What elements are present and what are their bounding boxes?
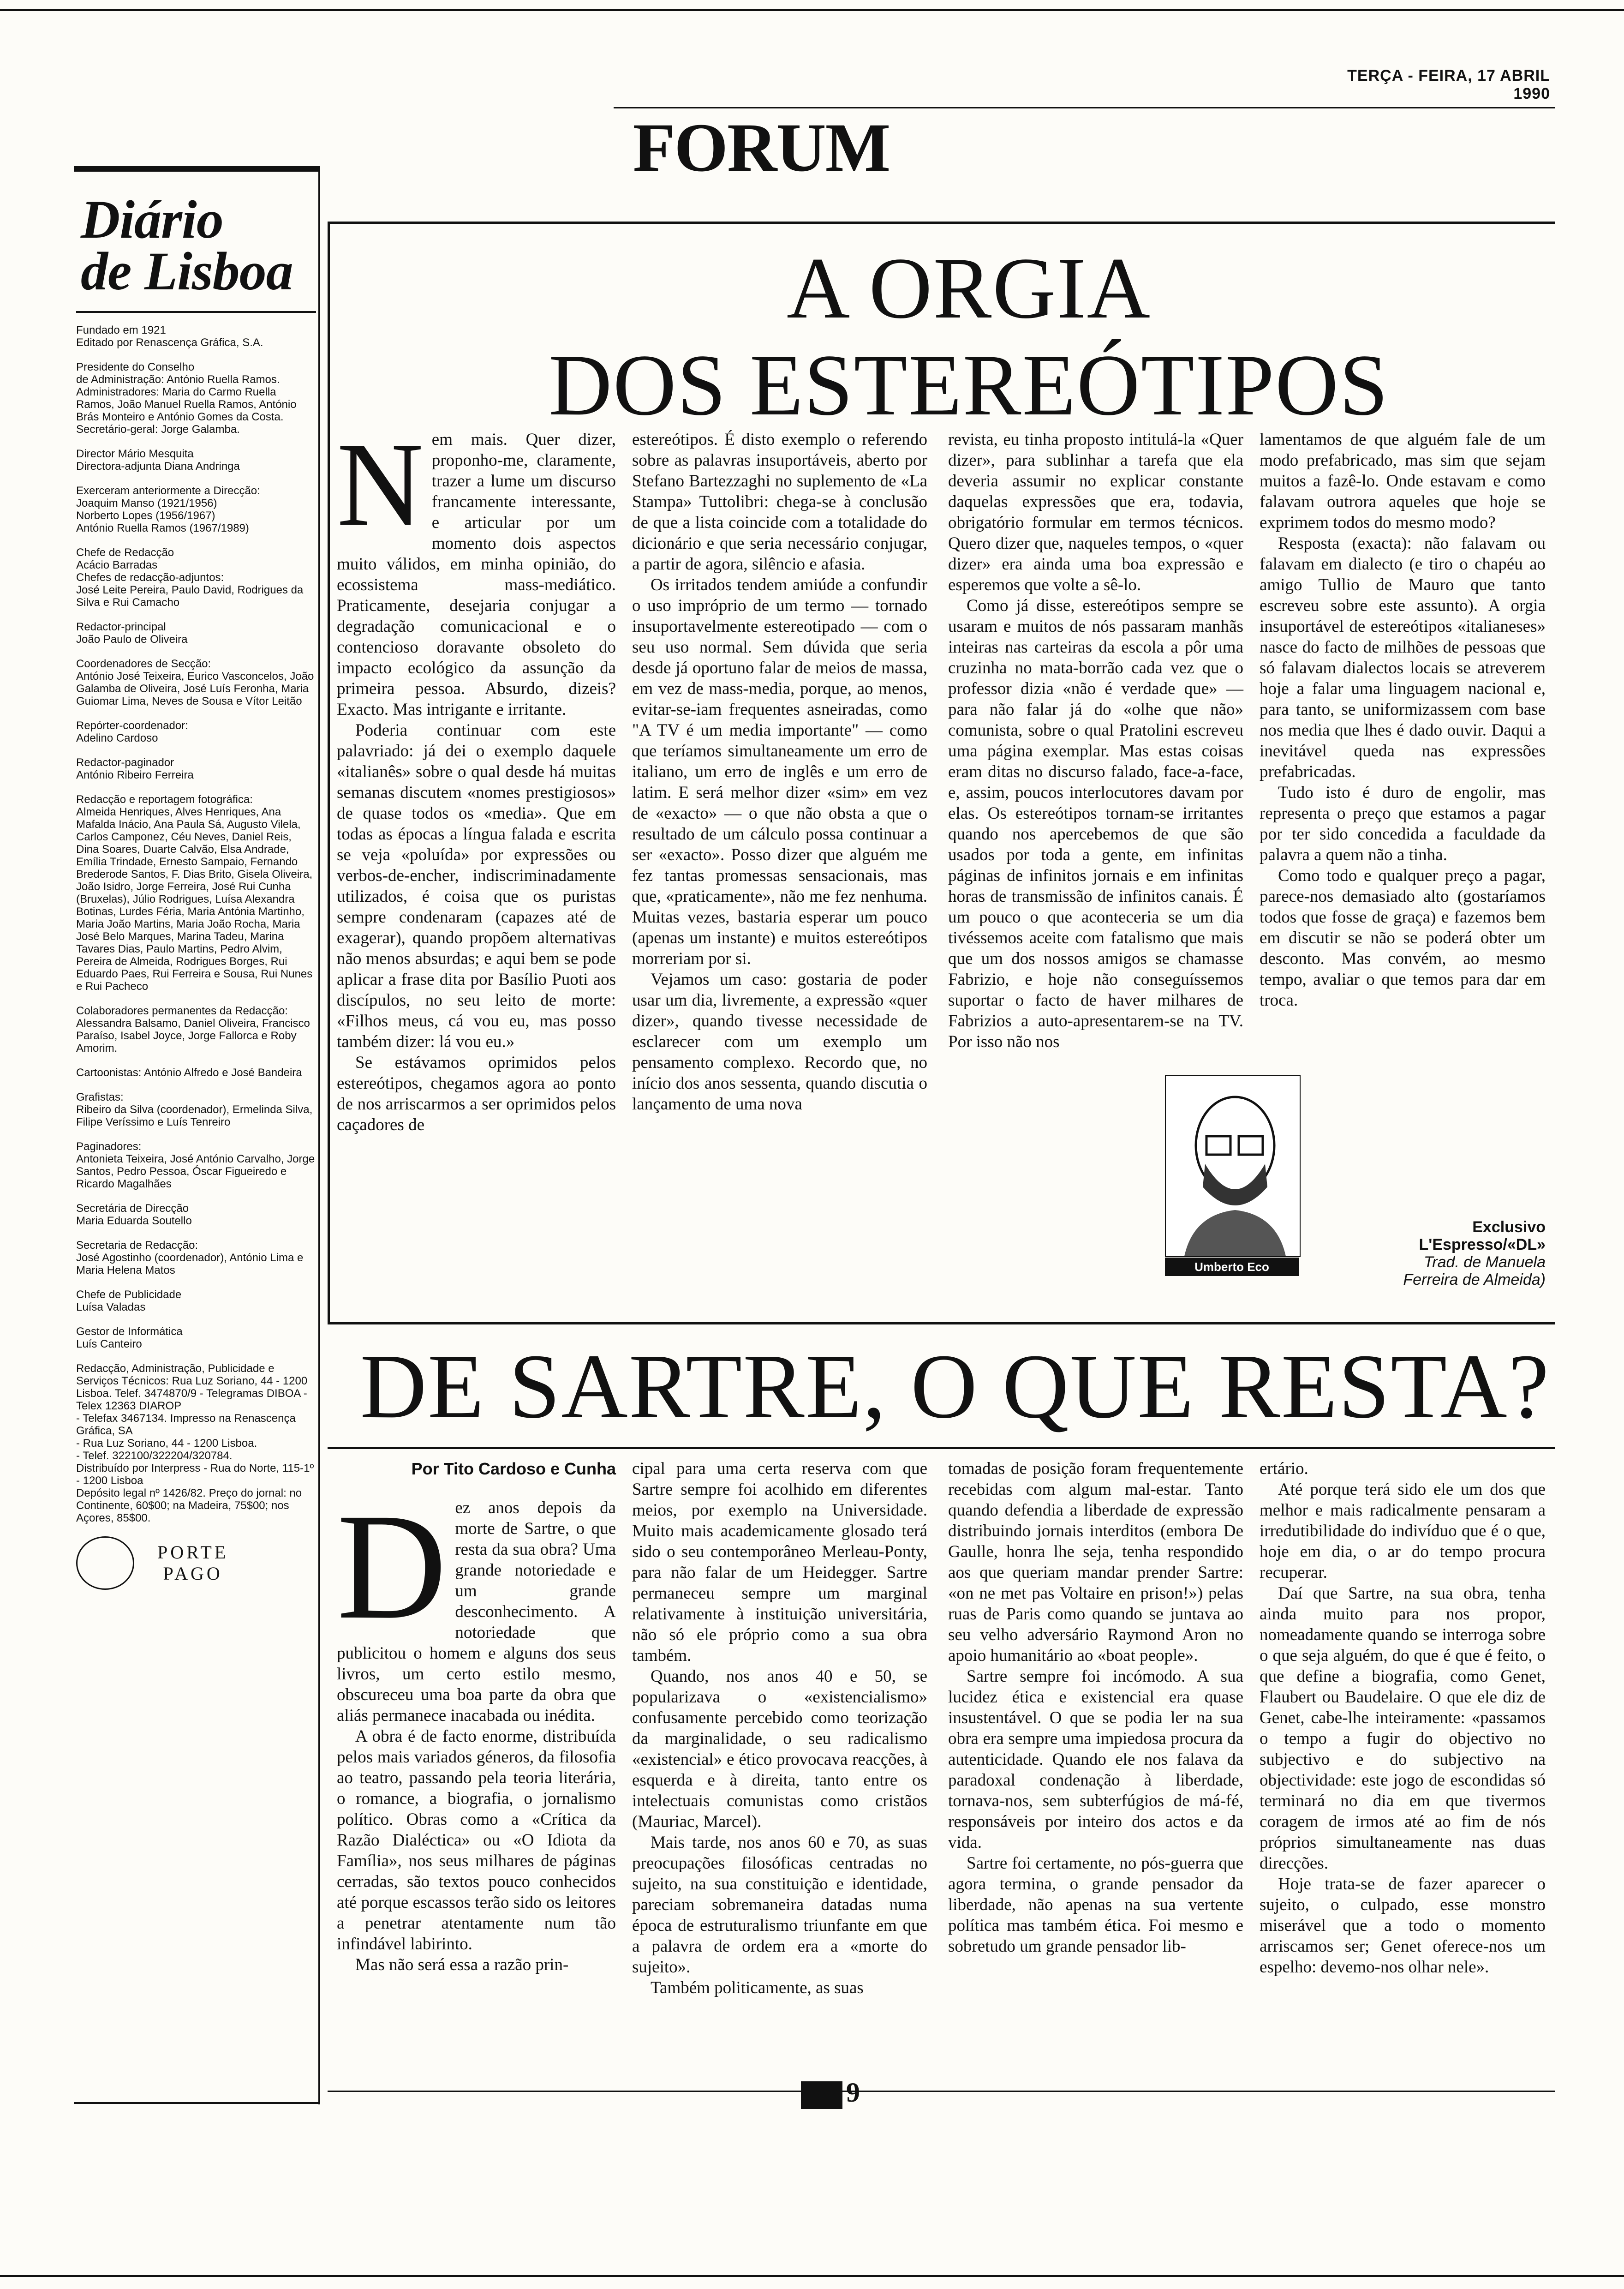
- credit-line4: Ferreira de Almeida): [1403, 1271, 1546, 1288]
- page-number-text: 9: [846, 2077, 860, 2108]
- paragraph: Também politicamente, as suas: [651, 1978, 864, 1997]
- coat-of-arms-icon: [76, 1536, 134, 1590]
- article1-headline: [461, 240, 1476, 434]
- staff-block: Redacção, Administração, Publicidade e Serviços Técnicos: Rua Luz Soriano, 44 - 1200 Lisboa. Telef. 3474870/9 - Telegramas DIBOA - Telex 12363 DIAROP - Telefax 3467134. Impresso na Renascença Gráfica, SA - Rua Luz Soriano, 44 - 1200 Lisboa. - Telef. 322100/322204/320784. Distribuído por Interpress - Rua do Norte, 115-1º - 1200 Lisboa Depósito legal nº 1426/82. Preço do jornal: no Continente, 60$00; na Madeira, 75$00; nos Açores, 85$00.: [76, 1362, 314, 1524]
- paragraph: lamentamos de que alguém fale de um modo prefabricado, mas sim que sejam muitos a fazê-lo. Onde estavam e como falavam outrora aqueles que hoje se exprimem todos do mesmo modo?: [1260, 430, 1546, 532]
- paragraph: Daí que Sartre, na sua obra, tenha ainda muito para nos propor, nomeadamente quando se interroga sobre o que seja alguém, do que é que é feito, o que define a biografia, como Genet, Flaubert ou Baudelaire. O que ele diz de Genet, cabe-lhe inteiramente: «passamos o tempo a fugir do objectivo no subjectivo e do subjectivo na objectividade: este jogo de escondidas só terminará no dia em que tivermos coragem de irmos até ao fim de nós próprios simultaneamente nas duas direcções.: [1260, 1584, 1546, 1873]
- paragraph: Tudo isto é duro de engolir, mas representa o preço que estamos a pagar por ter sido concedida a faculdade da palavra a quem não a tinha.: [1260, 783, 1546, 864]
- article2-col2: [632, 1458, 927, 1998]
- paragraph: Até porque terá sido ele um dos que melhor e mais radicalmente pensaram a irredutibilidade do indivíduo que é o que, hoje em dia, o ar do tempo procura recuperar.: [1260, 1480, 1546, 1582]
- portrait-icon: [1166, 1076, 1300, 1256]
- paragraph: Quando, nos anos 40 e 50, se popularizava o «existencialismo» confusamente percebido como teorização da marginalidade, o seu radicalismo «existencial» e ético provocava reacções, à esquerda e à direita, tanto entre os intelectuais comunistas como cristãos (Mauriac, Marcel).: [632, 1667, 927, 1831]
- article1-bottom-rule: [328, 1322, 1555, 1324]
- staff-block: Chefe de Publicidade Luísa Valadas: [76, 1288, 182, 1313]
- staff-block: Cartoonistas: António Alfredo e José Bandeira: [76, 1067, 302, 1079]
- staff-block: Repórter-coordenador: Adelino Cardoso: [76, 719, 188, 744]
- article1-col3: [948, 429, 1243, 1052]
- credit-line3: Trad. de Manuela: [1424, 1253, 1546, 1271]
- paragraph: Sartre foi certamente, no pós-guerra que agora termina, o grande pensador da liberdade, não apenas na sua vertente política mas também ética. Foi mesmo e sobretudo um grande pensador lib-: [948, 1854, 1243, 1956]
- article2-col1: [337, 1458, 616, 1975]
- bottom-border: [0, 2275, 1624, 2277]
- paragraph: Como todo e qualquer preço a pagar, parece-nos demasiado alto (gostaríamos todos que fosse de graça) e fazemos bem em discutir se não se poderá obter um desconto. Mas convém, ao mesmo tempo, avaliar o que temos para dar em troca.: [1260, 866, 1546, 1010]
- paragraph: A obra é de facto enorme, distribuída pelos mais variados géneros, da filosofia ao teatro, passando pela teoria literária, o romance, a biografia, o jornalismo político. Obras como a «Crítica da Razão Dialéctica» ou «O Idiota da Família», nos seus milhares de páginas cerradas, são textos pouco conhecidos até porque escassos terão sido os leitores a penetrar atentamente num tão infindável labirinto.: [337, 1727, 616, 1953]
- article1-credit: [1306, 1218, 1546, 1288]
- article1-col4: [1260, 429, 1546, 1011]
- staff-block: Director Mário Mesquita Directora-adjunta Diana Andringa: [76, 448, 240, 473]
- sidebar-divider: [318, 166, 320, 2104]
- stamp-line2: PAGO: [163, 1563, 223, 1584]
- staff-block: Chefe de Redacção Acácio Barradas Chefes de redacção-adjuntos: José Leite Pereira, Paulo David, Rodrigues da Silva e Rui Camacho: [76, 546, 304, 609]
- article2-top-rule: [328, 1447, 1555, 1449]
- paragraph: Se estávamos oprimidos pelos estereótipos, chegamos agora ao ponto de nos arriscarmos a ser oprimidos pelos caçadores de: [337, 1053, 616, 1134]
- staff-block: Secretaria de Redacção: José Agostinho (coordenador), António Lima e Maria Helena Matos: [76, 1239, 304, 1276]
- paragraph: Poderia continuar com este palavriado: já dei o exemplo daquele «italianês» sobre o qual desde há muitas semanas discutem «nomes prestigiosos» de quase todos os «media». Que em todas as épocas a língua falada e escrita se veja «poluída» por expressões ou verbos-de-encher, indiscriminadamente utilizados, é coisa que os puristas sempre condenaram (capazes até de exagerar), quando propõem alternativas não menos absurdas; e aqui bem se pode aplicar a frase dita por Basílio Puoti aos discípulos, no seu leito de morte: «Filhos meus, cá vou eu, mas posso também dizer: lá vou eu.»: [337, 721, 616, 1051]
- paragraph: tomadas de posição foram frequentemente recebidas com algum mal-estar. Tanto quando defendia a liberdade de expressão distribuindo jornais interditos (embora De Gaulle, honra lhe seja, tenha respondido aos que queriam mandar prender Sartre: «on ne met pas Voltaire en prison!») pelas ruas de Paris como quando se juntava ao seu velho adversário Raymond Aron no apoio humanitário ao «boat people».: [948, 1459, 1243, 1665]
- paragraph: Sartre sempre foi incómodo. A sua lucidez ética e existencial era quase insustentável. O que se podia ler na sua obra era sempre uma impiedosa procura da autenticidade. Quando ele nos falava da paradoxal condenação à liberdade, tornava-nos, sem subterfúgios de má-fé, responsáveis por inteiro dos actos e da vida.: [948, 1667, 1243, 1852]
- paragraph: ertário.: [1260, 1459, 1308, 1478]
- paragraph: Os irritados tendem amiúde a confundir o uso impróprio de um termo — tornado insuportavelmente estereotipado — com o seu uso normal. Sem dúvida que seria desde já oportuno falar de meios de massa, em vez de mass-media, porque, ao menos, evitar-se-iam frequentes asneiradas, como "A TV é um media importante" — como que teríamos simultaneamente um erro de italiano, um erro de inglês e um erro de latim. E será melhor dizer «sim» em vez de «exacto» — o que não obsta a que o resultado de um cálculo possa continuar a ser «exacto». Posso dizer que alguém me fez tantas promessas sensacionais, mas que, «praticamente», não me fez nenhuma. Muitas vezes, bastaria esperar um pouco (apenas um instante) e muitos estereótipos morreriam por si.: [632, 575, 927, 968]
- footer-rule: [328, 2091, 1555, 2092]
- porte-pago: [157, 1542, 228, 1584]
- paragraph: Resposta (exacta): não falavam ou falavam em dialecto (e tiro o chapéu ao amigo Tullio de Mauro que tanto escreveu sobre este assunto). A orgia insuportável de estereótipos «italianeses» nasce do facto de milhões de pessoas que só falavam dialectos locais se atreverem hoje a falar uma linguagem nacional e, para tanto, se uniformizassem com base nos media que lhes é dado ouvir. Daqui a inevitável queda nas expressões prefabricadas.: [1260, 534, 1546, 781]
- masthead-line2: de Lisboa: [81, 241, 293, 301]
- sidebar-bottom-rule: [74, 2102, 320, 2104]
- paragraph: Mas não será essa a razão prin-: [355, 1955, 569, 1974]
- staff-block: Redactor-paginador António Ribeiro Ferreira: [76, 756, 194, 781]
- staff-block: Fundado em 1921 Editado por Renascença Gráfica, S.A.: [76, 324, 263, 349]
- drop-cap: N: [337, 418, 424, 551]
- dl-logo-icon: [801, 2081, 842, 2109]
- paragraph: Hoje trata-se de fazer aparecer o sujeito, o culpado, esse monstro miserável que a todo o momento arriscamos ser; Genet oferece-nos um espelho: devemo-nos olhar nele».: [1260, 1875, 1546, 1977]
- paragraph: ez anos depois da morte de Sartre, o que resta da sua obra? Uma grande notoriedade e um grande desconhecimento. A notoriedade que publicitou o homem e alguns dos seus livros, um certo estilo mesmo, obscureceu uma boa parte da obra que aliás permanece inacabada ou inédita.: [337, 1498, 616, 1725]
- article1-col2: [632, 429, 927, 1115]
- staff-block: Exerceram anteriormente a Direcção: Joaquim Manso (1921/1956) Norberto Lopes (1956/1967) António Ruella Ramos (1967/1989): [76, 485, 260, 534]
- paragraph: Mais tarde, nos anos 60 e 70, as suas preocupações filosóficas centradas no sujeito, na sua constituição e identidade, pareciam sobremaneira datadas numa época de estruturalismo triunfante em que a palavra de ordem era a «morte do sujeito».: [632, 1833, 927, 1977]
- section-title: FORUM: [633, 109, 890, 186]
- stamp-line1: PORTE: [157, 1542, 229, 1563]
- paragraph: Vejamos um caso: gostaria de poder usar um dia, livremente, a expressão «quer dizer», quando tivesse necessidade de esclarecer com um exemplo um pensamento complexo. Recordo que, no início dos anos sessenta, quando discutia o lançamento de uma nova: [632, 970, 927, 1114]
- staff-block: Colaboradores permanentes da Redacção: Alessandra Balsamo, Daniel Oliveira, Francisco Paraíso, Isabel Joyce, Jorge Fallorca e Roby Amorim.: [76, 1005, 310, 1055]
- issue-date: TERÇA - FEIRA, 17 ABRIL 1990: [1347, 67, 1550, 102]
- page-number: [780, 2077, 881, 2109]
- article2-col4: [1260, 1458, 1546, 1977]
- masthead-line1: Diário: [81, 189, 223, 250]
- staff-block: Gestor de Informática Luís Canteiro: [76, 1325, 183, 1350]
- drop-cap: D: [337, 1482, 447, 1651]
- staff-block: Grafistas: Ribeiro da Silva (coordenador), Ermelinda Silva, Filipe Veríssimo e Luís Tenreiro: [76, 1091, 313, 1128]
- article2-byline: Por Tito Cardoso e Cunha: [411, 1459, 616, 1478]
- article1-headline-line1: A ORGIA: [787, 240, 1151, 337]
- staff-block: Coordenadores de Secção: António José Teixeira, Eurico Vasconcelos, João Galamba de Oliveira, José Luís Feronha, Maria Guiomar Lima, Neves de Sousa e Vítor Leitão: [76, 658, 314, 707]
- article1-col1: [337, 418, 616, 1135]
- sidebar: [76, 175, 316, 1590]
- paragraph: cipal para uma certa reserva com que Sartre sempre foi acolhido em diferentes meios, por exemplo na Universidade. Muito mais academicamente glosado terá sido o seu contemporâneo Merleau-Ponty, para não falar de um Heidegger. Sartre permaneceu sempre um marginal relativamente à instituição universitária, não só ele próprio como a sua obra também.: [632, 1459, 927, 1665]
- masthead: [81, 189, 316, 301]
- credit-line1: Exclusivo: [1472, 1218, 1546, 1236]
- article2-col3: [948, 1458, 1243, 1957]
- staff-block: Redacção e reportagem fotográfica: Almeida Henriques, Alves Henriques, Ana Mafalda Inácio, Ana Paula Sá, Augusto Vilela, Carlos Camponez, Céu Neves, Daniel Reis, Dina Soares, Duarte Calvão, Elsa Andrade, Emília Trindade, Ernesto Sampaio, Fernando Brederode Santos, F. Dias Brito, Gisela Oliveira, João Isidro, Jorge Ferreira, José Rui Cunha (Bruxelas), Júlio Rodrigues, Luísa Alexandra Botinas, Lurdes Féria, Maria Antónia Martinho, Maria João Martins, Maria João Rocha, Maria José Belo Marques, Marina Tadeu, Marina Tavares Dias, Paulo Martins, Pedro Alvim, Pereira de Almeida, Rodrigues Borges, Rui Eduardo Paes, Rui Ferreira e Sousa, Rui Nunes e Rui Pacheco: [76, 793, 313, 993]
- article1-top-rule: [328, 222, 1555, 224]
- top-border: [0, 9, 1624, 11]
- author-portrait: [1165, 1075, 1301, 1257]
- paragraph: em mais. Quer dizer, proponho-me, claramente, trazer a lume um discurso francamente interessante, e articular por um momento dois aspectos muito válidos, em minha opinião, do ecossistema mass-mediático. Praticamente, desejaria conjugar a degradação comunicacional e o contencioso doravante obsoleto do impacto ecológico da assunção da primeira pessoa. Absurdo, dizeis? Exacto. Mas intrigante e irritante.: [337, 430, 616, 719]
- credit-line2: L'Espresso/«DL»: [1419, 1236, 1546, 1253]
- article1-left-rule: [328, 222, 330, 1324]
- sidebar-top-rule: [74, 166, 318, 172]
- staff-block: Redactor-principal João Paulo de Oliveira: [76, 621, 188, 646]
- paragraph: revista, eu tinha proposto intitulá-la «Quer dizer», para sublinhar a tarefa que ela deveria assumir no explicar constante daquelas expressões que era, todavia, obrigatório formular em termos técnicos. Quero dizer que, naqueles tempos, o «quer dizer» era ainda uma boa expressão e esperemos que volte a sê-lo.: [948, 430, 1243, 594]
- staff-block: Paginadores: Antonieta Teixeira, José António Carvalho, Jorge Santos, Pedro Pessoa, Óscar Figueiredo e Ricardo Magalhães: [76, 1140, 315, 1190]
- photo-caption: Umberto Eco: [1165, 1258, 1299, 1276]
- paragraph: estereótipos. É disto exemplo o referendo sobre as palavras insuportáveis, aberto por Stefano Bartezzaghi no suplemento de «La Stampa» Tuttolibri: chega-se à conclusão de que a lista coincide com a totalidade do dicionário e que seria necessário conjugar, a partir de agora, silêncio e afasia.: [632, 430, 927, 574]
- article2-headline: DE SARTRE, O QUE RESTA?: [360, 1336, 1550, 1438]
- staff-block: Presidente do Conselho de Administração: António Ruella Ramos. Administradores: Maria do Carmo Ruella Ramos, João Manuel Ruella Ramos, António Brás Monteiro e António Gomes da Costa. Secretário-geral: Jorge Galamba.: [76, 361, 297, 436]
- masthead-rule: [76, 311, 316, 313]
- article1-headline-line2: DOS ESTEREÓTIPOS: [549, 337, 1389, 434]
- paragraph: Como já disse, estereótipos sempre se usaram e muitos de nós passaram manhãs inteiras nas carteiras da escola a pôr uma cruzinha no mata-borrão cada vez que o professor dizia «não é verdade que» — para não falar já do «olhe que não» comunista, sobre o qual Pratolini escreveu uma página exemplar. Mas estas coisas eram ditas no discurso falado, face-a-face, e, assim, poucos interlocutores davam por elas. Os estereótipos tornam-se irritantes quando nos apercebemos de que são usados por toda a gente, em infinitas páginas de infinitos jornais e em infinitas horas de transmissão de infinitos canais. É um pouco o que aconteceria se um dia tivéssemos aceite com fatalismo que mais que um dos nossos amigos se chamasse Fabrizio, e hoje não conseguíssemos suportar o facto de haver milhares de Fabrizios a auto-apresentarem-se na TV. Por isso não nos: [948, 596, 1243, 1051]
- staff-block: Secretária de Direcção Maria Eduarda Soutello: [76, 1202, 192, 1227]
- postage-stamp: [76, 1536, 316, 1590]
